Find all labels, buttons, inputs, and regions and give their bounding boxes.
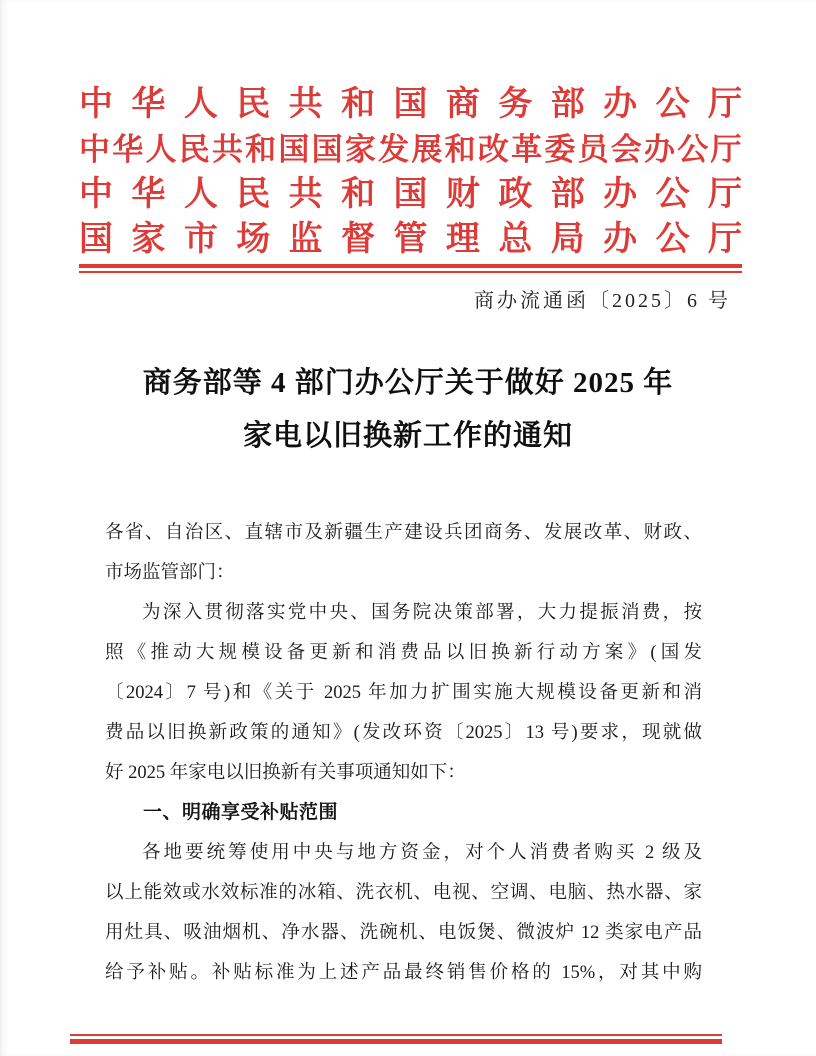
letterhead-line-ndrc: 中华人民共和国国家发展和改革委员会办公厅	[79, 132, 742, 167]
letterhead-line-mof: 中华人民共和国财政部办公厅	[79, 176, 742, 213]
document-title-line-1: 商务部等 4 部门办公厅关于做好 2025 年	[142, 367, 674, 399]
body-line: 用灶具、吸油烟机、净水器、洗碗机、电饭煲、微波炉 12 类家电产品	[105, 923, 702, 943]
addressee-line: 各省、自治区、直辖市及新疆生产建设兵团商务、发展改革、财政、	[105, 523, 702, 543]
letterhead-line-samr: 国家市场监督管理总局办公厅	[79, 221, 742, 258]
body-line: 各地要统筹使用中央与地方资金，对个人消费者购买 2 级及	[142, 843, 702, 863]
section-heading: 一、明确享受补贴范围	[143, 802, 339, 823]
red-separator	[79, 264, 742, 273]
body-line: 给予补贴。补贴标准为上述产品最终销售价格的 15%，对其中购	[105, 963, 702, 983]
body-line: 好 2025 年家电以旧换新有关事项通知如下：	[105, 763, 466, 783]
bottom-bar-thick	[70, 1039, 722, 1044]
separator-bar-thin	[79, 271, 742, 273]
bottom-red-line	[70, 1034, 722, 1044]
addressee-line: 市场监管部门：	[105, 563, 235, 583]
letterhead	[79, 0, 742, 262]
body-line: 为深入贯彻落实党中央、国务院决策部署，大力提振消费，按	[142, 603, 702, 623]
document-title	[0, 357, 816, 463]
letterhead-line-mofcom: 中华人民共和国商务部办公厅	[79, 86, 742, 123]
document-number: 商办流通函〔2025〕6 号	[474, 290, 731, 312]
body-line: 〔2024〕7 号)和《关于 2025 年加力扩围实施大规模设备更新和消	[105, 683, 702, 703]
body-line: 照《推动大规模设备更新和消费品以旧换新行动方案》(国发	[105, 643, 702, 663]
body-line: 以上能效或水效标准的冰箱、洗衣机、电视、空调、电脑、热水器、家	[105, 883, 702, 903]
document-body	[105, 513, 702, 993]
body-line: 费品以旧换新政策的通知》(发改环资〔2025〕13 号)要求，现就做	[105, 723, 702, 743]
document-title-line-2: 家电以旧换新工作的通知	[242, 420, 573, 452]
